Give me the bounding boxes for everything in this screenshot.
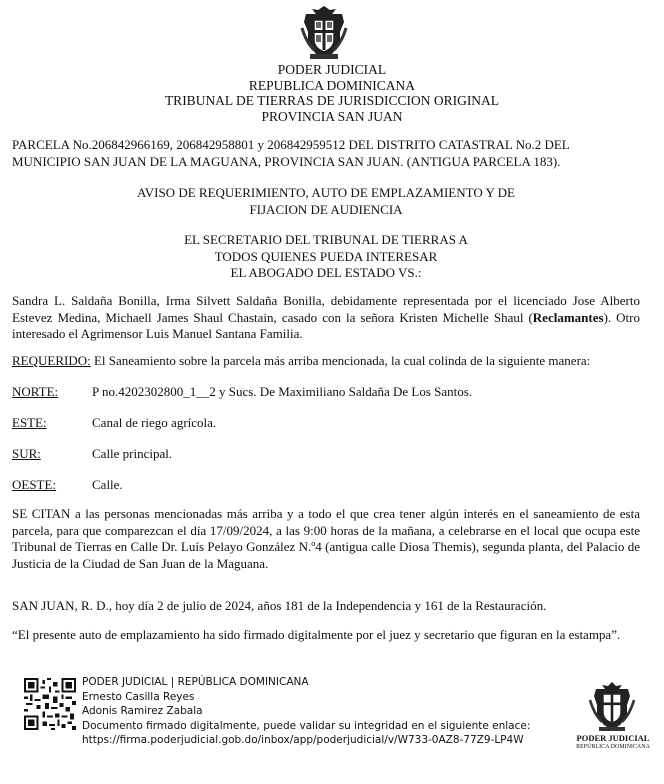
- boundary-label: SUR:: [12, 446, 41, 461]
- digital-signature-note: “El presente auto de emplazamiento ha sido firmado digitalmente por el juez y secretario que figuran en la estampa”.: [12, 627, 621, 642]
- validation-link[interactable]: https://firma.poderjudicial.gob.do/inbox/app/poderjudicial/v/W733-0AZ8-77Z9-LP4W: [82, 734, 524, 746]
- header-tribunal: TRIBUNAL DE TIERRAS DE JURISDICCION ORIGINAL: [164, 93, 500, 108]
- secretario-line: TODOS QUIENES PUEDA INTERESAR: [214, 248, 438, 264]
- boundary-value: Calle.: [92, 477, 123, 492]
- document-header: [0, 62, 664, 124]
- parcela-line: PARCELA No.206842966169, 206842958801 y 206842959512 DEL DISTRITO CATASTRAL No.2 DEL: [12, 137, 570, 152]
- parcela-paragraph: [12, 137, 640, 170]
- poder-judicial-seal-icon: [584, 680, 640, 734]
- secretario-block: [12, 232, 640, 282]
- citation-paragraph: SE CITAN a las personas mencionadas más arriba y a todo el que crea tener algún interés en el saneamiento de esta parcela, para que comparezcan el día 17/09/2024, a las 9:00 horas de la mañana, a celebrarse en el local que ocupa este Tribunal de Tierras en Calle Dr. Luís Pelayo González N.º4 (antigua calle Diosa Themis), segunda planta, del Palacio de Justicia de la Ciudad de San Juan de la Maguana.: [12, 506, 640, 571]
- coat-of-arms-icon: [298, 4, 350, 62]
- secretario-line: EL SECRETARIO DEL TRIBUNAL DE TIERRAS A: [184, 232, 468, 247]
- aviso-line: AVISO DE REQUERIMIENTO, AUTO DE EMPLAZAMIENTO Y DE: [137, 185, 515, 200]
- parcela-line: MUNICIPIO SAN JUAN DE LA MAGUANA, PROVINCIA SAN JUAN. (ANTIGUA PARCELA 183).: [12, 153, 561, 169]
- parties-paragraph: [12, 293, 640, 343]
- signature-footer: [0, 672, 664, 784]
- seal-caption-subtitle: REPÚBLICA DOMINICANA: [576, 744, 650, 750]
- validation-note: Documento firmado digitalmente, puede validar su integridad en el siguiente enlace:: [82, 719, 531, 732]
- boundary-value: P no.4202302800_1__2 y Sucs. De Maximiliano Saldaña De Los Santos.: [92, 384, 473, 399]
- requerido-paragraph: [12, 353, 640, 370]
- reclamantes-label: Reclamantes: [532, 309, 604, 325]
- boundary-label: OESTE:: [12, 477, 57, 492]
- header-country: REPUBLICA DOMINICANA: [248, 77, 416, 93]
- boundary-label: NORTE:: [12, 384, 59, 399]
- boundary-value: Calle principal.: [92, 446, 173, 461]
- signer-judge: Ernesto Casilla Reyes: [82, 690, 195, 703]
- seal-caption-title: PODER JUDICIAL: [576, 733, 650, 743]
- aviso-title: [12, 185, 640, 218]
- requerido-label: REQUERIDO:: [12, 353, 91, 368]
- parties-text: Sandra L. Saldaña Bonilla, Irma Silvett Saldaña Bonilla, debidamente representada por el licenciado Jose Alberto Estevez Medina, Michaell James Shaul Chastain, casado con la señora Kristen Michelle Shaul (: [12, 293, 640, 325]
- footer-institution: PODER JUDICIAL | REPÚBLICA DOMINICANA: [82, 676, 309, 688]
- parties-text-after: ). Otro interesado el Agrimensor Luis Manuel Santana Familia.: [12, 309, 640, 341]
- header-institution: PODER JUDICIAL: [277, 62, 387, 77]
- boundary-label: ESTE:: [12, 415, 47, 430]
- header-province: PROVINCIA SAN JUAN: [261, 108, 403, 124]
- secretario-line: EL ABOGADO DEL ESTADO VS.:: [230, 265, 422, 280]
- boundary-value: Canal de riego agrícola.: [92, 415, 217, 430]
- signer-secretary: Adonis Ramirez Zabala: [82, 705, 203, 717]
- seal-caption: [566, 734, 660, 752]
- aviso-line: FIJACION DE AUDIENCIA: [249, 201, 403, 217]
- qr-code-icon[interactable]: [24, 678, 76, 730]
- date-line: SAN JUAN, R. D., hoy día 2 de julio de 2024, años 181 de la Independencia y 161 de la Restauración.: [12, 598, 547, 613]
- signature-details: [82, 675, 530, 748]
- requerido-text: El Saneamiento sobre la parcela más arriba mencionada, la cual colinda de la siguiente manera:: [90, 353, 591, 368]
